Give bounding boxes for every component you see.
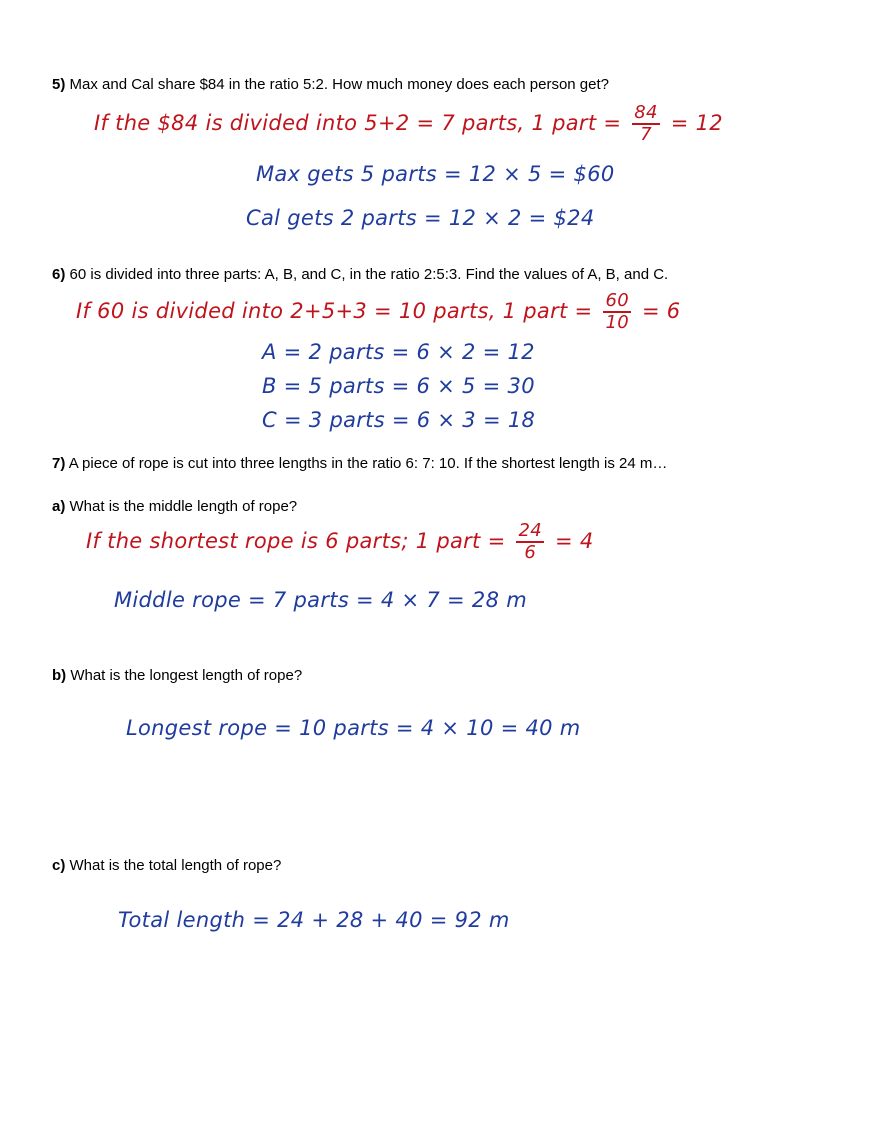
question-7 — [52, 455, 667, 472]
question-number: 6) — [52, 266, 66, 283]
question-text: A piece of rope is cut into three lengths in the ratio 6: 7: 10. If the shortest length is 24 m… — [68, 455, 668, 472]
sub-question-text: What is the middle length of rope? — [69, 498, 298, 515]
question-7b — [52, 667, 302, 684]
question-number: 5) — [52, 76, 66, 93]
q7a-work-line-1: If the shortest rope is 6 parts; 1 part = $\frac{24}{6}$ = 4 — [86, 520, 594, 563]
question-7c — [52, 857, 281, 874]
sub-question-label: b) — [52, 667, 67, 684]
q7a-work-line-2: Middle rope = 7 parts = 4 × 7 = 28 m — [114, 588, 527, 612]
question-text: 60 is divided into three parts: A, B, and C, in the ratio 2:5:3. Find the values of A, B, and C. — [69, 266, 669, 283]
question-6 — [52, 266, 668, 283]
fraction: $\frac{60}{10}$ — [605, 290, 629, 333]
question-7a — [52, 498, 297, 515]
q7c-work-line-1: Total length = 24 + 28 + 40 = 92 m — [118, 908, 510, 932]
q7b-work-line-1: Longest rope = 10 parts = 4 × 10 = 40 m — [126, 716, 581, 740]
sub-question-label: c) — [52, 857, 66, 874]
sub-question-label: a) — [52, 498, 66, 515]
q5-work-line-3: Cal gets 2 parts = 12 × 2 = $24 — [246, 206, 595, 230]
fraction: $\frac{84}{7}$ — [634, 102, 658, 145]
q6-work-line-2: A = 2 parts = 6 × 2 = 12 — [262, 340, 535, 364]
q6-work-line-4: C = 3 parts = 6 × 3 = 18 — [262, 408, 536, 432]
question-5 — [52, 76, 609, 93]
question-text: Max and Cal share $84 in the ratio 5:2. How much money does each person get? — [69, 76, 609, 93]
sub-question-text: What is the longest length of rope? — [70, 667, 303, 684]
q6-work-line-1: If 60 is divided into 2+5+3 = 10 parts, 1 part = $\frac{60}{10}$ = 6 — [76, 290, 681, 333]
question-number: 7) — [52, 455, 66, 472]
q5-work-line-2: Max gets 5 parts = 12 × 5 = $60 — [256, 162, 615, 186]
fraction: $\frac{24}{6}$ — [518, 520, 542, 563]
sub-question-text: What is the total length of rope? — [69, 857, 282, 874]
q6-work-line-3: B = 5 parts = 6 × 5 = 30 — [262, 374, 535, 398]
q5-work-line-1: If the $84 is divided into 5+2 = 7 parts, 1 part = $\frac{84}{7}$ = 12 — [94, 102, 723, 145]
